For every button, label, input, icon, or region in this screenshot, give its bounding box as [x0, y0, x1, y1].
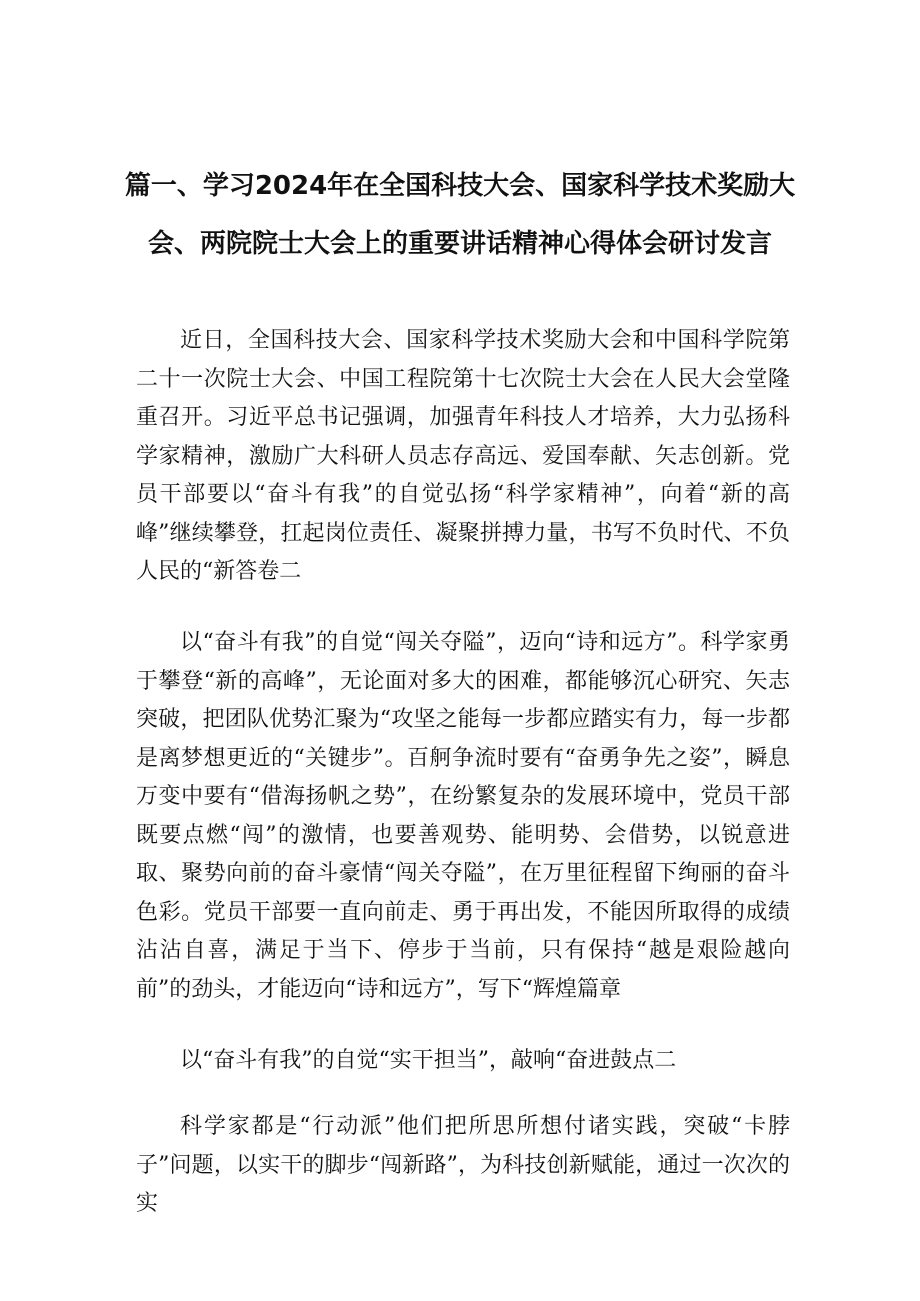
- paragraph-2: 以“奋斗有我”的自觉“闯关夺隘”，迈向“诗和远方”。科学家勇于攀登“新的高峰”，无论面对多大的困难，都能够沉心研究、矢志突破，把团队优势汇聚为“攻坚之能每一步都应踏实有力，每一步都是离梦想更近的“关键步”。百舸争流时要有“奋勇争先之姿”，瞬息万变中要有“借海扬帆之势”，在纷繁复杂的发展环境中，党员干部既要点燃“闯”的激情，也要善观势、能明势、会借势，以锐意进取、聚势向前的奋斗豪情“闯关夺隘”，在万里征程留下绚丽的奋斗色彩。党员干部要一直向前走、勇于再出发，不能因所取得的成绩沾沾自喜，满足于当下、停步于当前，只有保持“越是艰险越向前”的劲头，才能迈向“诗和远方”，写下“辉煌篇章: [136, 630, 790, 1002]
- document-title-line-2: 会、两院院士大会上的重要讲话精神心得体会研讨发言: [147, 229, 772, 259]
- document-title-line-1: 篇一、学习2024年在全国科技大会、国家科学技术奖励大: [124, 171, 796, 201]
- paragraph-1: 近日，全国科技大会、国家科学技术奖励大会和中国科学院第二十一次院士大会、中国工程院第十七次院士大会在人民大会堂隆重召开。习近平总书记强调，加强青年科技人才培养，大力弘扬科学家精神，激励广大科研人员志存高远、爱国奉献、矢志创新。党员干部要以“奋斗有我”的自觉弘扬“科学家精神”，向着“新的高峰”继续攀登，扛起岗位责任、凝聚拼搏力量，书写不负时代、不负人民的“新答卷二: [136, 328, 790, 584]
- paragraph-3: 以“奋斗有我”的自觉“实干担当”，敲响“奋进鼓点二: [180, 1048, 677, 1073]
- paragraph-4: 科学家都是“行动派”他们把所思所想付诸实践，突破“卡脖子”问题，以实干的脚步“闯新路”，为科技创新赋能，通过一次次的实: [136, 1114, 790, 1216]
